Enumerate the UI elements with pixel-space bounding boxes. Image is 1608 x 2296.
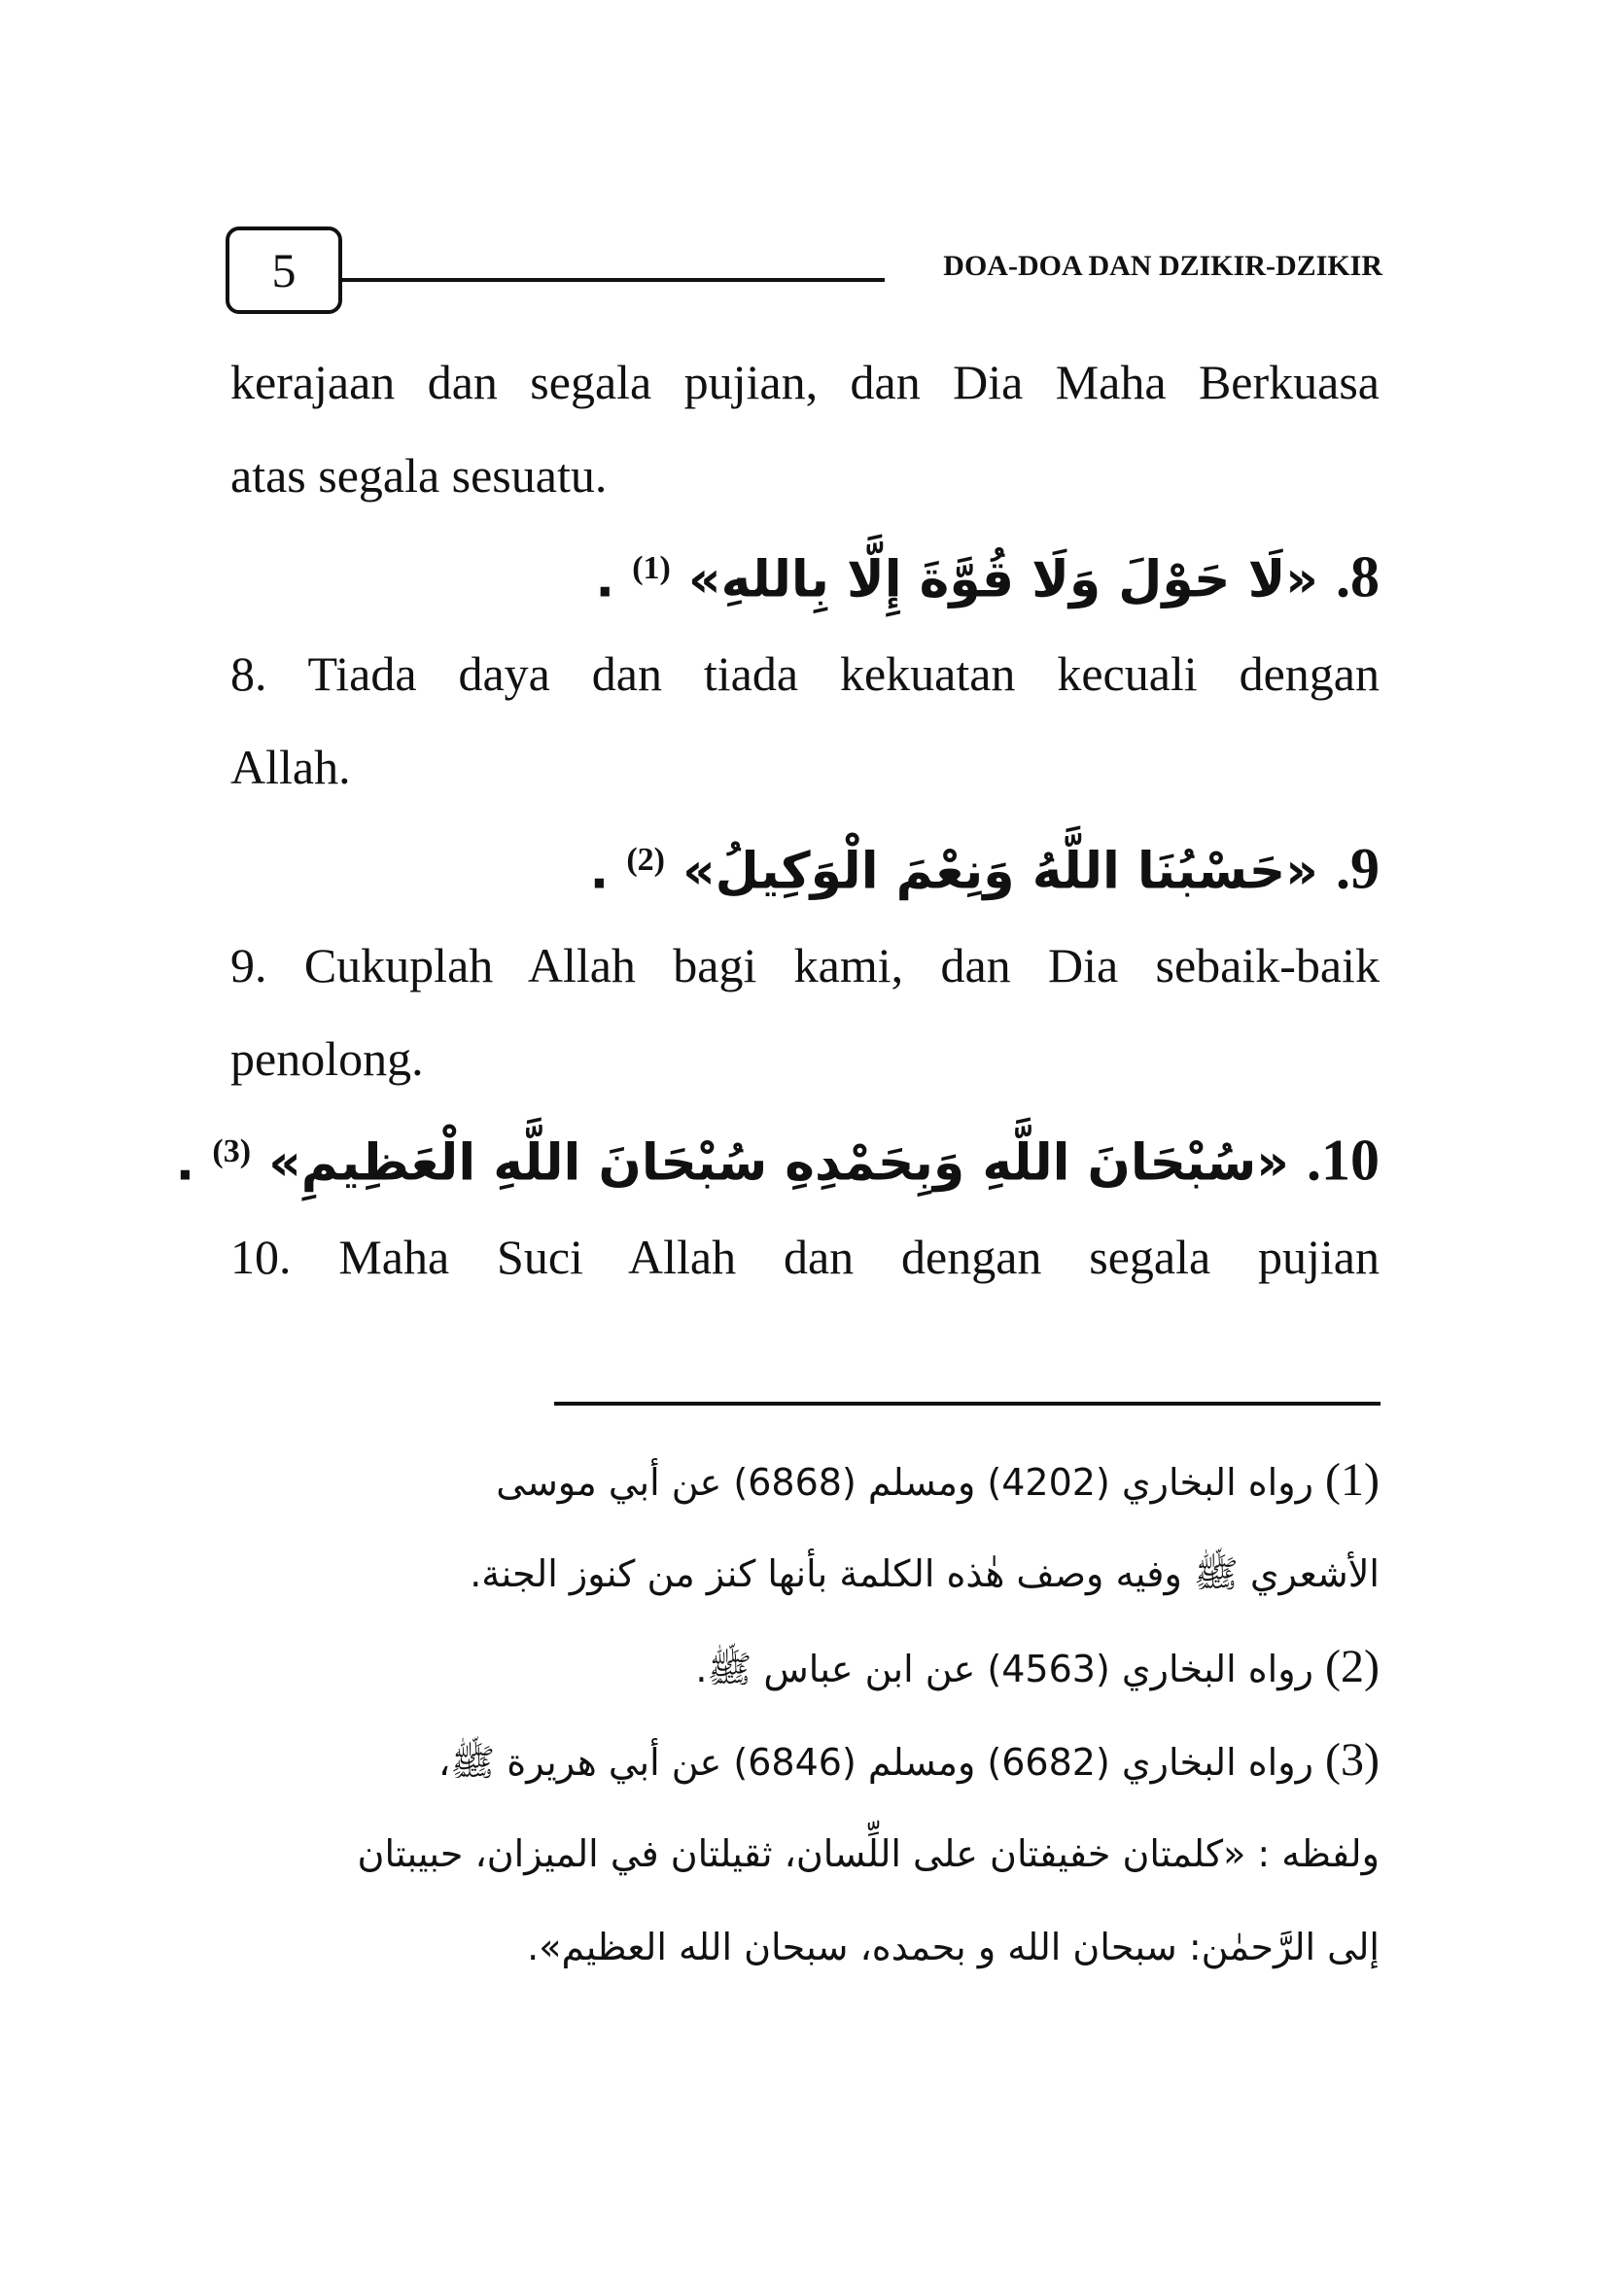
item-8-translation-line-1: 8. Tiada daya dan tiada kekuatan kecuali dengan xyxy=(230,646,1380,701)
footnote-3-text: رواه البخاري (6682) ومسلم (6846) عن أبي هريرة ﷺ، xyxy=(438,1741,1313,1784)
item-8-arabic-text: «لَا حَوْلَ وَلَا قُوَّةَ إِلَّا بِاللهِ» xyxy=(687,550,1318,609)
item-10-end-mark: . xyxy=(175,1133,195,1193)
intro-line-1: kerajaan dan segala pujian, dan Dia Maha Berkuasa xyxy=(230,355,1380,409)
footnote-2-text: رواه البخاري (4563) عن ابن عباس ﷺ. xyxy=(695,1648,1313,1690)
footnote-2-ref: (2) xyxy=(1325,1641,1380,1692)
item-8-translation-line-2: Allah. xyxy=(230,740,351,794)
item-9-translation-line-2: penolong. xyxy=(230,1031,424,1086)
item-9-end-mark: . xyxy=(589,842,610,901)
footnote-3-line-1 xyxy=(230,1714,1380,1809)
item-9-footnote-ref: (2) xyxy=(626,842,665,878)
footnote-3-line-2: ولفظه : «كلمتان خفيفتان على اللِّسان، ثقيلتان في الميزان، حبيبتان xyxy=(357,1832,1380,1875)
running-header-title: DOA-DOA DAN DZIKIR-DZIKIR xyxy=(943,250,1382,282)
item-10-arabic-text: «سُبْحَانَ اللَّهِ وَبِحَمْدِهِ سُبْحَانَ اللَّهِ الْعَظِيمِ» xyxy=(268,1133,1289,1193)
footnote-1-text: رواه البخاري (4202) ومسلم (6868) عن أبي موسى xyxy=(496,1461,1313,1504)
footnote-separator xyxy=(554,1402,1381,1406)
item-10-number: 10. xyxy=(1307,1128,1380,1193)
page-number: 5 xyxy=(226,226,342,314)
item-10-footnote-ref: (3) xyxy=(212,1133,252,1169)
footnote-3-ref: (3) xyxy=(1325,1734,1380,1786)
item-10-arabic xyxy=(175,1098,1380,1216)
footnote-2-line-1 xyxy=(230,1620,1380,1716)
intro-line-2: atas segala sesuatu. xyxy=(230,448,608,503)
footnote-3-line-3: إلى الرَّحمٰن: سبحان الله و بحمده، سبحان الله العظيم». xyxy=(527,1926,1380,1968)
footnote-1-line-1 xyxy=(230,1434,1380,1529)
item-9-arabic-text: «حَسْبُنَا اللَّهُ وَنِعْمَ الْوَكِيلُ» xyxy=(682,842,1318,901)
item-9-arabic xyxy=(230,807,1380,924)
header-rule xyxy=(342,278,885,282)
item-9-number: 9. xyxy=(1336,836,1380,901)
item-8-footnote-ref: (1) xyxy=(632,550,671,586)
item-8-arabic xyxy=(230,515,1380,633)
footnote-1-line-2: الأشعري ﷺ وفيه وصف هٰذه الكلمة بأنها كنز من كنوز الجنة. xyxy=(470,1552,1380,1595)
item-8-number: 8. xyxy=(1336,544,1380,609)
item-8-end-mark: . xyxy=(595,550,615,609)
item-9-translation-line-1: 9. Cukuplah Allah bagi kami, dan Dia sebaik-baik xyxy=(230,938,1380,992)
item-10-translation-line-1: 10. Maha Suci Allah dan dengan segala pujian xyxy=(230,1230,1380,1284)
footnote-1-ref: (1) xyxy=(1325,1454,1380,1506)
